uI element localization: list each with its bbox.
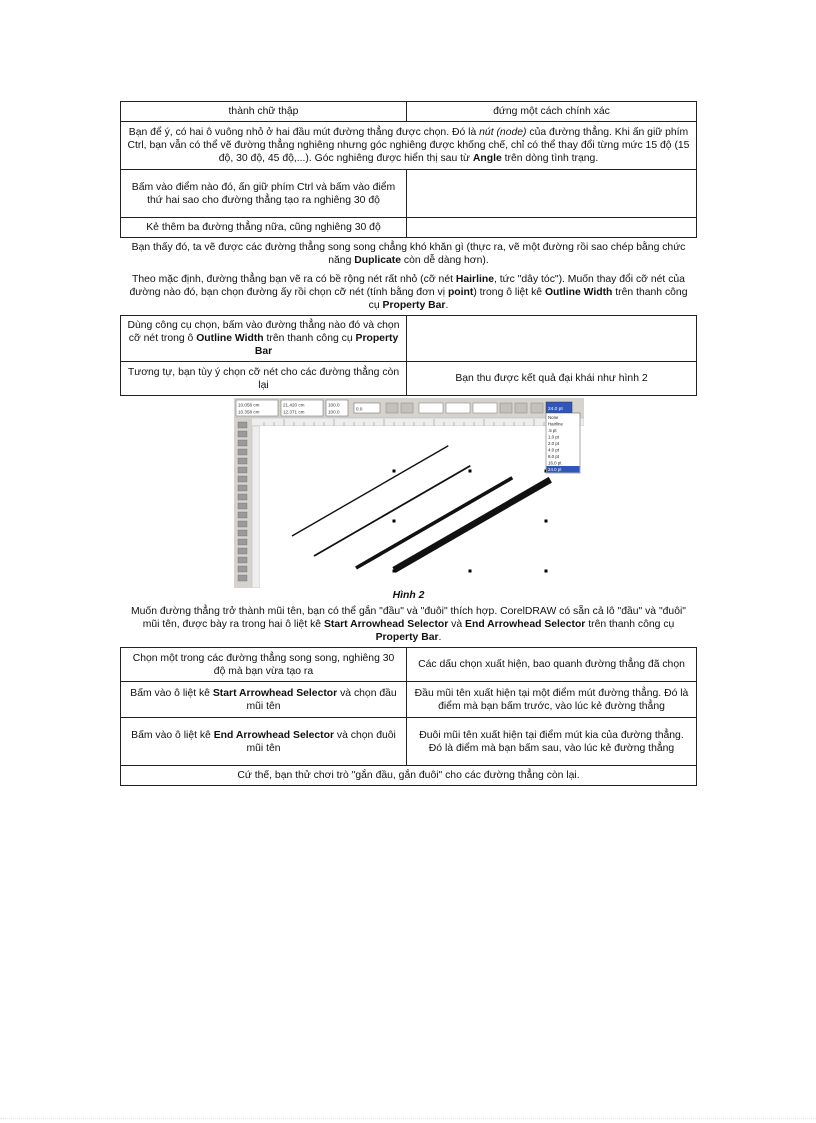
table-cell: Bấm vào điểm nào đó, ấn giữ phím Ctrl và bấm vào điểm thứ hai sao cho đường thẳng tạo ra nghiêng 30 độ — [121, 170, 407, 218]
text-run: trên thanh công cụ — [368, 287, 688, 311]
tool-icon — [238, 557, 247, 563]
text-run: , tức "dây tóc"). Muốn thay đổi cỡ nét của đường nào đó, bạn chọn đường ấy rồi chọn cỡ nét (tính bằng đơn vị — [129, 274, 685, 298]
x-readout: 10.058 cm — [237, 402, 259, 408]
tool-icon — [238, 548, 247, 554]
text-run: Bấm vào ô liệt kê — [130, 687, 213, 699]
scale-x-readout: 100.0 — [327, 402, 339, 408]
steps-table-1 — [120, 101, 697, 238]
text-run: Bạn để ý, có hai ô vuông nhỏ ở hai đầu mút đường thẳng được chọn. Đó là — [128, 127, 480, 138]
selection-handle — [468, 570, 471, 573]
tool-icon — [238, 449, 247, 455]
table-row — [121, 170, 697, 218]
text-run: Theo mặc định, đường thẳng bạn vẽ ra có bề rộng nét rất nhỏ (cỡ nét — [132, 274, 456, 285]
table-cell — [407, 170, 697, 218]
figure-canvas — [234, 398, 584, 588]
table-row — [121, 362, 697, 396]
text-run: của đường thẳng. Khi ấn giữ phím Ctrl, bạn vẫn có thể vẽ đường thẳng nghiêng nhưng góc nghiêng được khống chế, chỉ có thể thay đổi từng mức 15 độ (15 độ, 30 độ, 45 độ,...). Góc nghiêng được hiển thị sau từ — [127, 127, 690, 164]
vertical-ruler — [252, 426, 260, 588]
scale-y-readout: 100.0 — [327, 409, 339, 415]
table-row — [121, 316, 697, 362]
table-row — [121, 218, 697, 238]
text-run: . — [445, 300, 449, 311]
width-option: 16.0 pt — [547, 460, 561, 466]
text-run: còn dễ dàng hơn). — [401, 255, 489, 266]
bold-term: Hairline — [455, 274, 494, 285]
width-option: 24.0 pt — [547, 467, 561, 472]
width-option: None — [547, 415, 558, 420]
width-option: 4.0 pt — [547, 447, 559, 453]
table-cell: Chọn một trong các đường thẳng song song, nghiêng 30 độ mà bạn vừa tạo ra — [121, 648, 407, 682]
tool-icon — [238, 521, 247, 527]
bold-term: End Arrowhead Selector — [213, 729, 335, 741]
text-run: trên thanh công cụ — [585, 619, 675, 630]
steps-table-2 — [120, 315, 697, 396]
table-cell — [121, 316, 407, 362]
table-row — [121, 682, 697, 718]
selection-handle — [392, 570, 395, 573]
table-cell: thành chữ thập — [121, 102, 407, 122]
tool-icon — [515, 403, 527, 413]
y-readout: 10.358 cm — [237, 409, 259, 415]
bold-term: Outline Width — [196, 333, 264, 344]
figure-coreldraw-screenshot — [234, 398, 584, 588]
bold-term: Outline Width — [544, 287, 613, 298]
width-readout: 21.420 cm — [282, 402, 304, 408]
mirror-icon — [386, 403, 398, 413]
tool-icon — [238, 530, 247, 536]
table-cell: Các dấu chọn xuất hiện, bao quanh đường thẳng đã chọn — [407, 648, 697, 682]
table-cell: đứng một cách chính xác — [407, 102, 697, 122]
bold-term: End Arrowhead Selector — [465, 619, 586, 630]
text-run: và chọn đuôi mũi tên — [246, 729, 396, 754]
tool-icon — [238, 503, 247, 509]
table-row — [121, 648, 697, 682]
text-run: . — [438, 632, 442, 643]
document-page — [120, 101, 697, 786]
bold-term: Angle — [472, 153, 502, 164]
outline-width-value: 24.0 pt — [547, 407, 563, 412]
tool-icon — [531, 403, 543, 413]
drawing-canvas — [260, 426, 584, 588]
width-option: 8.0 pt — [547, 454, 559, 459]
italic-term: nút (node) — [479, 127, 527, 138]
tool-icon — [238, 431, 247, 437]
bold-term: Property Bar — [382, 300, 446, 311]
start-arrowhead-selector — [419, 403, 443, 413]
text-run: Bạn thấy đó, ta vẽ được các đường thẳng song song chẳng khó khăn gì (thực ra, vẽ một đường rồi sao chép bằng chức năng — [131, 242, 686, 266]
selection-handle — [544, 520, 547, 523]
mirror-vertical-icon — [401, 403, 413, 413]
bold-term: point — [447, 287, 474, 298]
table-row — [121, 718, 697, 766]
paragraph-arrowheads — [120, 602, 697, 647]
text-run: và chọn đầu mũi tên — [246, 687, 397, 712]
tool-icon — [238, 539, 247, 545]
bold-term: Property Bar — [375, 632, 439, 643]
table-cell: Đuôi mũi tên xuất hiện tại điểm mút kia của đường thẳng. Đó là điểm mà bạn bấm sau, vào lúc kẻ đường thẳng — [407, 718, 697, 766]
horizontal-ruler — [234, 418, 584, 426]
height-readout: 12.371 cm — [282, 409, 304, 415]
table-cell: Đầu mũi tên xuất hiện tại một điểm mút đường thẳng. Đó là điểm mà bạn bấm trước, vào lúc kẻ đường thẳng — [407, 682, 697, 718]
line-style-selector — [446, 403, 470, 413]
table-row — [121, 102, 697, 122]
width-option: Hairline — [547, 421, 563, 427]
bold-term: Duplicate — [354, 255, 402, 266]
bold-term: Start Arrowhead Selector — [323, 619, 449, 630]
selection-handle — [544, 570, 547, 573]
width-option: 1.0 pt — [547, 434, 559, 440]
width-option: .5 pt — [547, 428, 557, 433]
bold-term: Start Arrowhead Selector — [212, 687, 338, 699]
text-run: Dùng công cụ chọn, bấm vào đường thẳng nào đó và chọn cỡ nét trong ô — [127, 320, 400, 344]
end-arrowhead-selector — [473, 403, 497, 413]
figure-caption: Hình 2 — [392, 590, 425, 601]
table-cell: Bạn thu được kết quả đại khái như hình 2 — [407, 362, 697, 396]
page-bottom-rule — [0, 1118, 816, 1119]
table-cell — [121, 682, 407, 718]
tool-icon — [238, 458, 247, 464]
selection-handle — [392, 470, 395, 473]
tool-icon — [238, 566, 247, 572]
table-cell — [121, 718, 407, 766]
table-cell: Kẻ thêm ba đường thẳng nữa, cũng nghiêng 30 độ — [121, 218, 407, 238]
paragraph-duplicate — [120, 238, 697, 270]
selection-handle — [392, 520, 395, 523]
text-run: và — [448, 619, 466, 630]
text-run: Muốn đường thẳng trở thành mũi tên, bạn có thể gắn "đầu" và "đuôi" thích hợp. CorelDRAW có sẵn cả lô "đầu" và "đuôi" mũi tên, được bày ra trong hai ô liệt kê — [130, 606, 686, 630]
width-option: 2.0 pt — [547, 441, 559, 446]
table-cell — [407, 218, 697, 238]
table-cell: Tương tự, bạn tùy ý chọn cỡ nét cho các đường thẳng còn lại — [121, 362, 407, 396]
tool-icon — [238, 476, 247, 482]
selection-handle — [468, 470, 471, 473]
bold-term: Property Bar — [254, 333, 399, 357]
tool-icon — [238, 494, 247, 500]
tool-icon — [238, 440, 247, 446]
table-row — [121, 122, 697, 170]
paragraph-outline-width — [120, 270, 697, 315]
text-run: ) trong ô liệt kê — [473, 287, 545, 298]
tool-icon — [238, 512, 247, 518]
table-cell — [407, 316, 697, 362]
text-run: trên dòng tình trạng. — [501, 153, 599, 164]
tool-icon — [238, 485, 247, 491]
tool-icon — [238, 467, 247, 473]
tool-icon — [238, 422, 247, 428]
table-row — [121, 766, 697, 786]
angle-readout: 0.0 — [355, 406, 362, 412]
steps-table-3 — [120, 647, 697, 786]
text-run: trên thanh công cụ — [263, 333, 356, 344]
table-cell — [121, 122, 697, 170]
table-cell: Cứ thế, bạn thử chơi trò "gắn đầu, gắn đuôi" cho các đường thẳng còn lại. — [121, 766, 697, 786]
text-run: Bấm vào ô liệt kê — [131, 729, 214, 741]
tool-icon — [238, 575, 247, 581]
tool-icon — [500, 403, 512, 413]
